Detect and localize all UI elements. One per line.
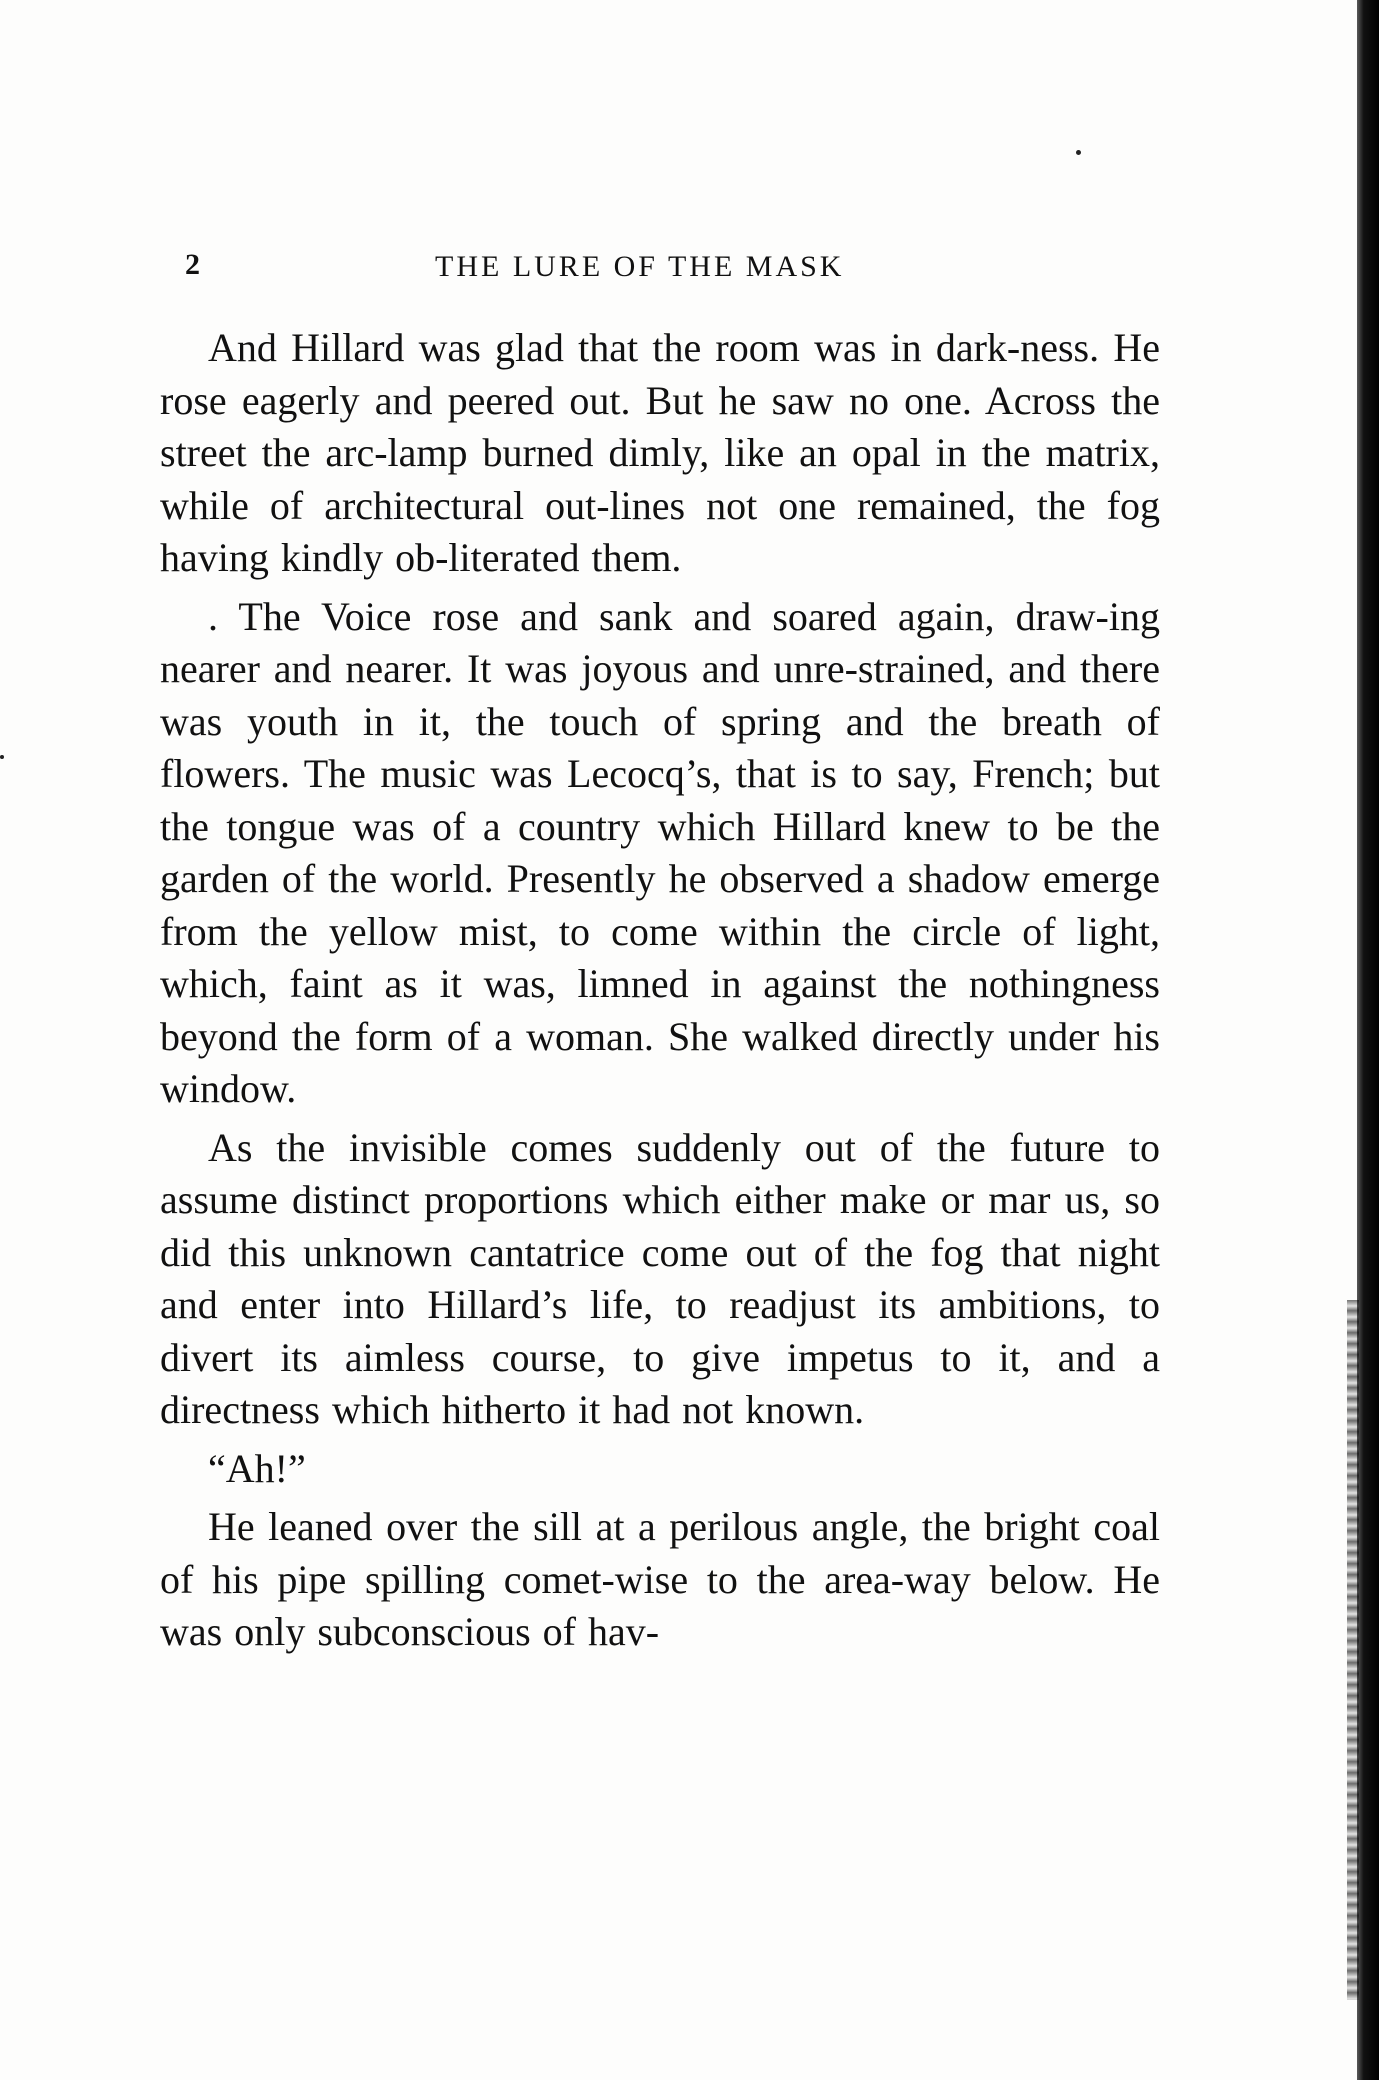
body-text — [160, 322, 1160, 1659]
paragraph: . The Voice rose and sank and soared again, draw-ing nearer and nearer. It was joyous and unre-strained, and there was youth in it, the touch of spring and the breath of flowers. The music was Lecocq’s, that is to say, French; but the tongue was of a country which Hillard knew to be the garden of the world. Presently he observed a shadow emerge from the yellow mist, to come within the circle of light, which, faint as it was, limned in against the nothingness beyond the form of a woman. She walked directly under his window. — [160, 593, 1160, 1111]
page-header — [185, 248, 1085, 288]
page-number: 2 — [185, 248, 201, 281]
paragraph: He leaned over the sill at a perilous angle, the bright coal of his pipe spilling comet-wise to the area-way below. He was only subconscious of hav- — [160, 1504, 1160, 1654]
running-head: THE LURE OF THE MASK — [435, 250, 845, 283]
paragraph: And Hillard was glad that the room was in dark-ness. He rose eagerly and peered out. But he saw no one. Across the street the arc-lamp burned dimly, like an opal in the matrix, while of architectural out-lines not one remained, the fog having kindly ob-literated them. — [160, 325, 1160, 580]
scan-speck — [1076, 150, 1081, 155]
scan-speck — [0, 755, 4, 759]
paragraph: As the invisible comes suddenly out of the future to assume distinct proportions which either make or mar us, so did this unknown cantatrice come out of the fog that night and enter into Hillard’s life, to readjust its ambitions, to divert its aimless course, to give impetus to it, and a directness which hitherto it had not known. — [160, 1124, 1160, 1432]
scanned-binding-edge — [1357, 0, 1379, 2080]
dialogue-line: “Ah!” — [208, 1445, 306, 1491]
